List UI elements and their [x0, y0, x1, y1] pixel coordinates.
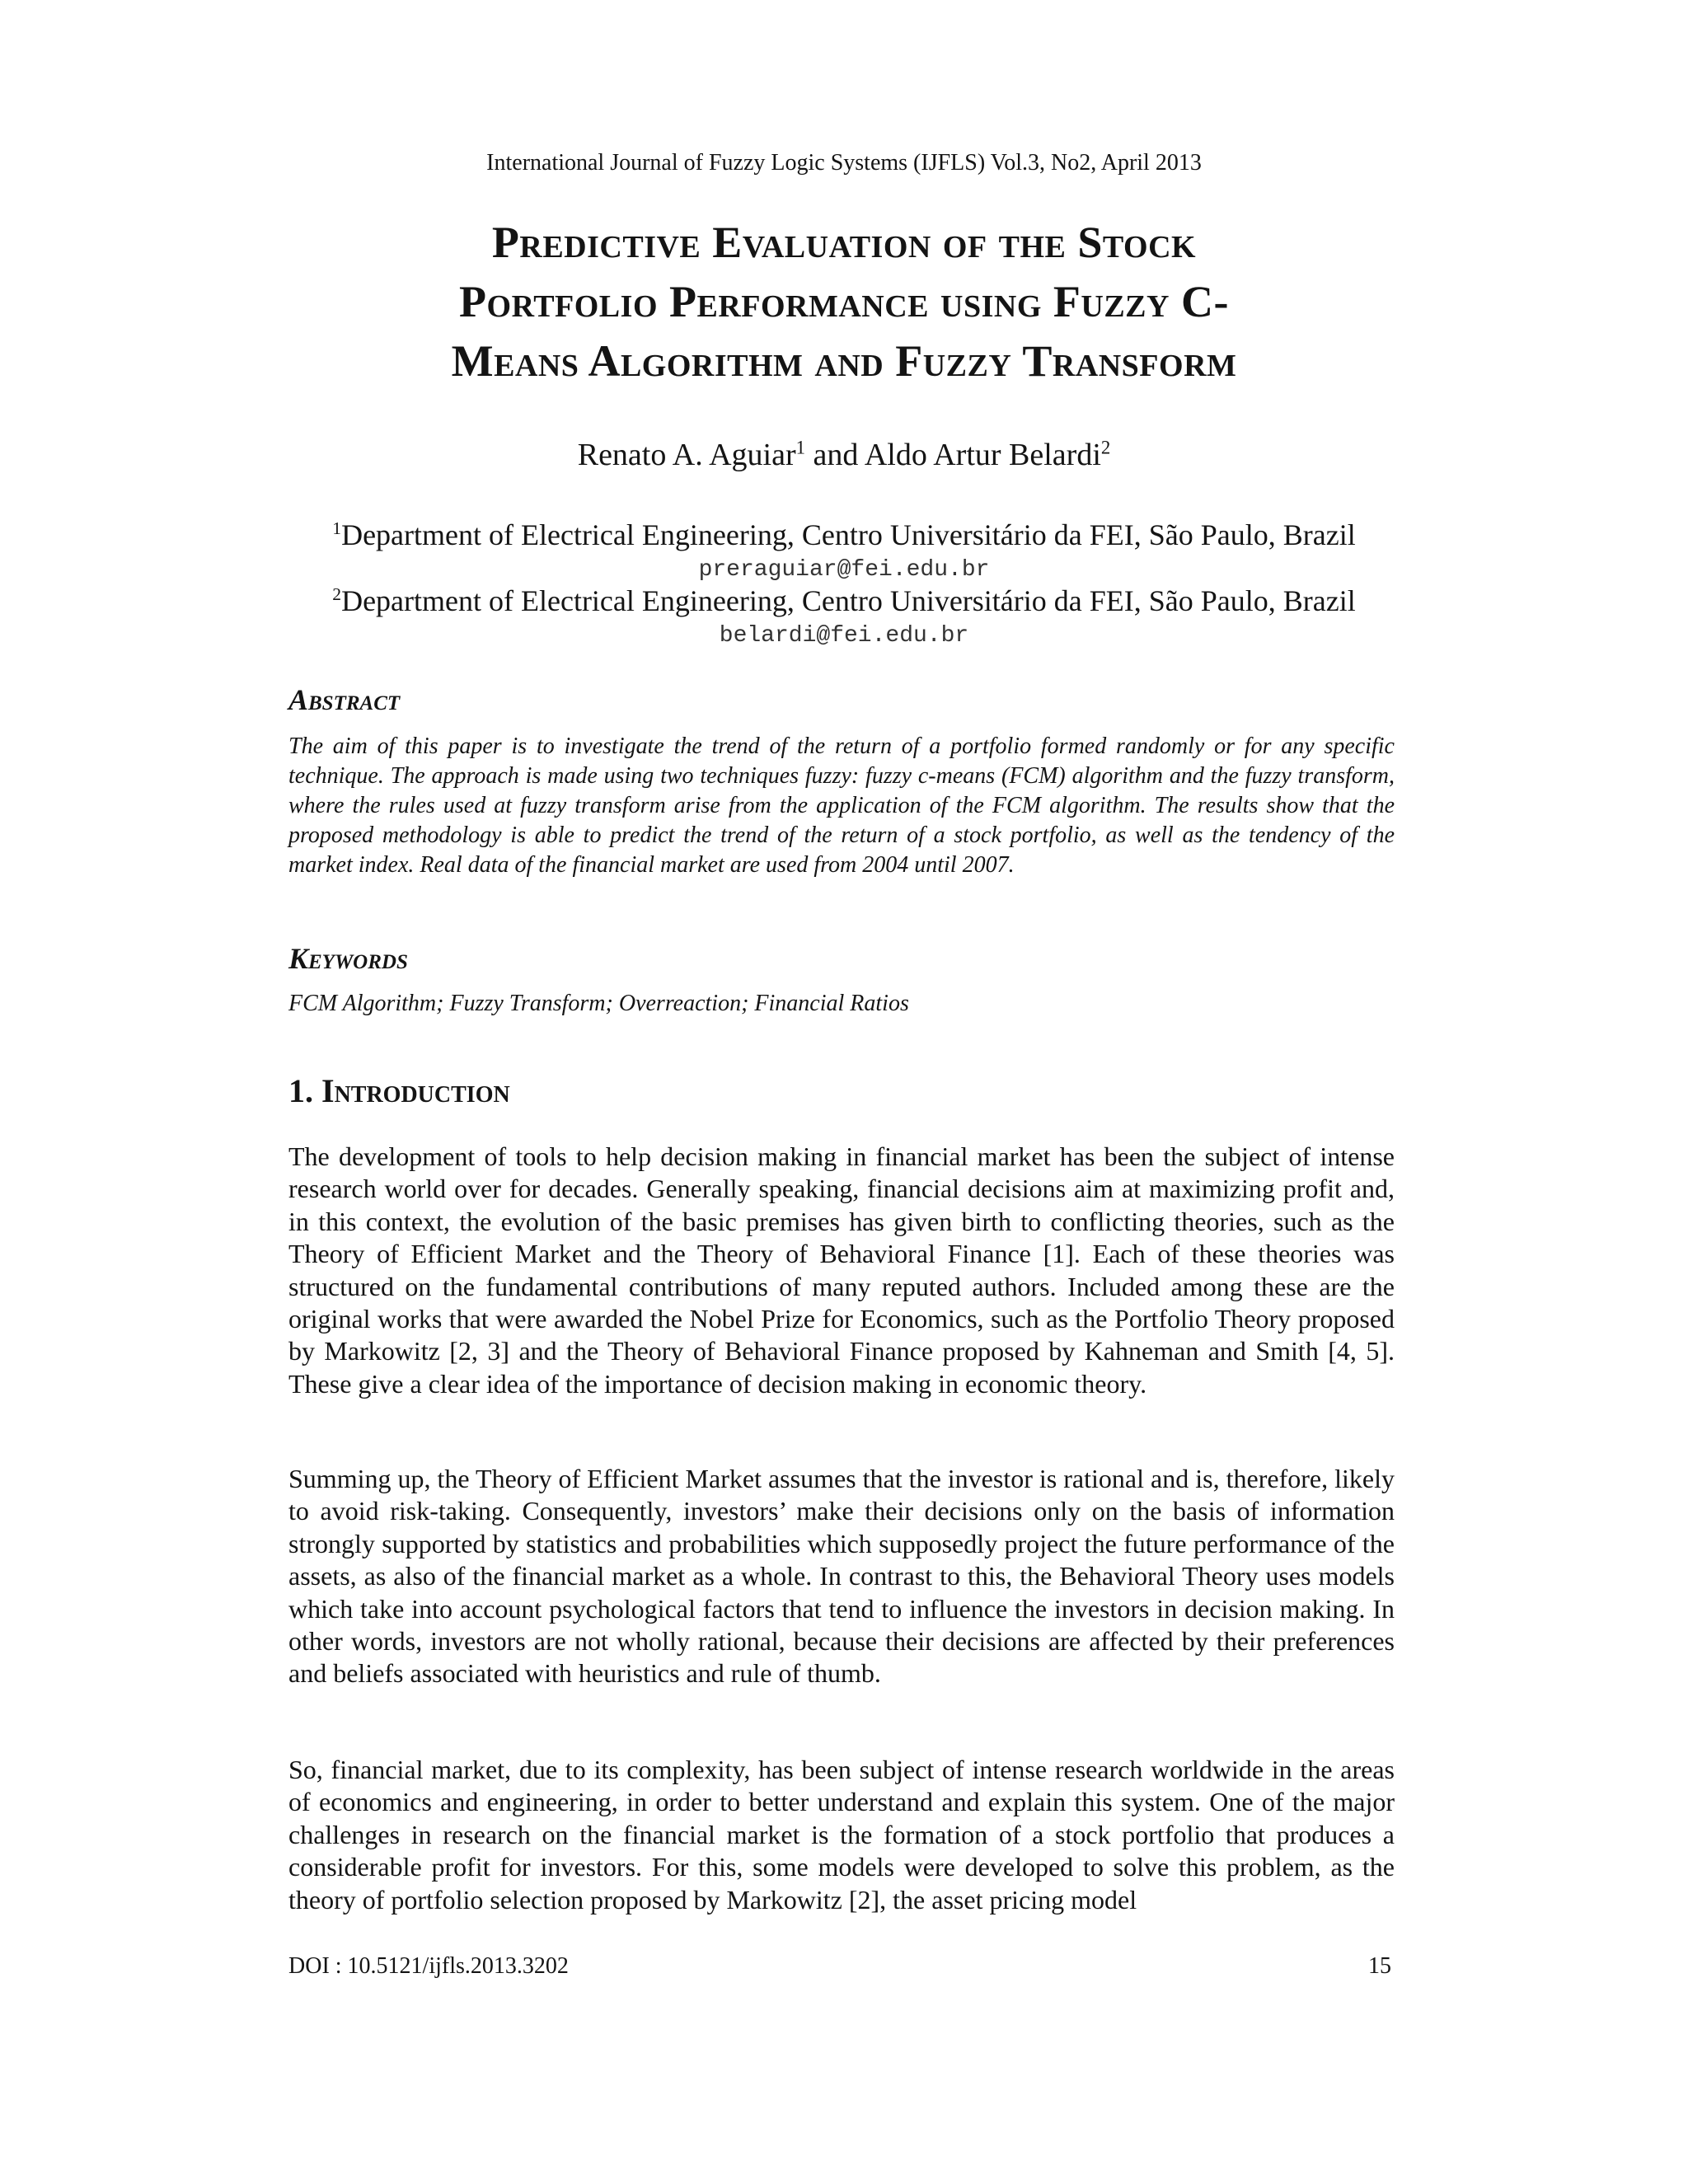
- title-line: Portfolio Performance using Fuzzy C-: [459, 277, 1229, 326]
- abstract-text: The aim of this paper is to investigate the trend of the return of a portfolio formed randomly or for any specific technique. The approach is made using two techniques fuzzy: fuzzy c-means (FCM) algorithm and the fuzzy transform, where the rules used at fuzzy transform arise from the application of the FCM algorithm. The results show that the proposed methodology is able to predict the trend of the return of a stock portfolio, as well as the tendency of the market index. Real data of the financial market are used from 2004 until 2007.: [288, 733, 1395, 878]
- title-line: Predictive Evaluation of the Stock: [491, 218, 1197, 267]
- author-superscript: 1: [795, 437, 806, 458]
- journal-header: International Journal of Fuzzy Logic Systems (IJFLS) Vol.3, No2, April 2013: [486, 150, 1202, 176]
- keywords-text: FCM Algorithm; Fuzzy Transform; Overreaction; Financial Ratios: [288, 991, 909, 1016]
- introduction-heading: 1. Introduction: [288, 1072, 510, 1109]
- author-superscript: 2: [1100, 437, 1111, 458]
- page-number: 15: [1368, 1953, 1391, 1979]
- affiliation-superscript: 2: [332, 584, 342, 604]
- email-link[interactable]: preraguiar@fei.edu.br: [698, 557, 990, 583]
- affiliation-superscript: 1: [332, 518, 342, 538]
- affiliation: [0, 518, 1688, 552]
- author-list: [0, 437, 1688, 473]
- body-paragraph: The development of tools to help decision making in financial market has been the subject of intense research world over for decades. Generally speaking, financial decisions aim at maximizing profit and, in this context, the evolution of the basic premises has given birth to conflicting theories, such as the Theory of Efficient Market and the Theory of Behavioral Finance [1]. Each of these theories was structured on the fundamental contributions of many reputed authors. Included among these are the original works that were awarded the Nobel Prize for Economics, such as the Portfolio Theory proposed by Markowitz [2, 3] and the Theory of Behavioral Finance proposed by Kahneman and Smith [4, 5]. These give a clear idea of the importance of decision making in economic theory.: [288, 1141, 1395, 1399]
- paper-title: [185, 213, 1503, 391]
- author-name: Aldo Artur Belardi: [864, 438, 1101, 472]
- author-joiner: and: [805, 438, 865, 472]
- keywords-heading: Keywords: [288, 942, 408, 975]
- affiliation-text: Department of Electrical Engineering, Centro Universitário da FEI, São Paulo, Brazil: [341, 518, 1356, 551]
- affiliation: [0, 583, 1688, 618]
- title-line: Means Algorithm and Fuzzy Transform: [451, 336, 1237, 386]
- footer-doi: DOI : 10.5121/ijfls.2013.3202: [288, 1953, 569, 1979]
- body-paragraph: So, financial market, due to its complexity, has been subject of intense research worldwide in the areas of economics and engineering, in order to better understand and explain this system. One of the major challenges in research on the financial market is the formation of a stock portfolio that produces a considerable profit for investors. For this, some models were developed to solve this problem, as the theory of portfolio selection proposed by Markowitz [2], the asset pricing model: [288, 1755, 1395, 1915]
- body-paragraph: Summing up, the Theory of Efficient Market assumes that the investor is rational and is, therefore, likely to avoid risk-taking. Consequently, investors’ make their decisions only on the basis of information strongly supported by statistics and probabilities which supposedly project the future performance of the assets, as also of the financial market as a whole. In contrast to this, the Behavioral Theory uses models which take into account psychological factors that tend to influence the investors in decision making. In other words, investors are not wholly rational, because their decisions are affected by their preferences and beliefs associated with heuristics and rule of thumb.: [288, 1464, 1395, 1689]
- author-name: Renato A. Aguiar: [577, 438, 796, 472]
- affiliation-text: Department of Electrical Engineering, Centro Universitário da FEI, São Paulo, Brazil: [341, 584, 1356, 617]
- email-link[interactable]: belardi@fei.edu.br: [719, 623, 969, 649]
- abstract-heading: Abstract: [288, 683, 401, 716]
